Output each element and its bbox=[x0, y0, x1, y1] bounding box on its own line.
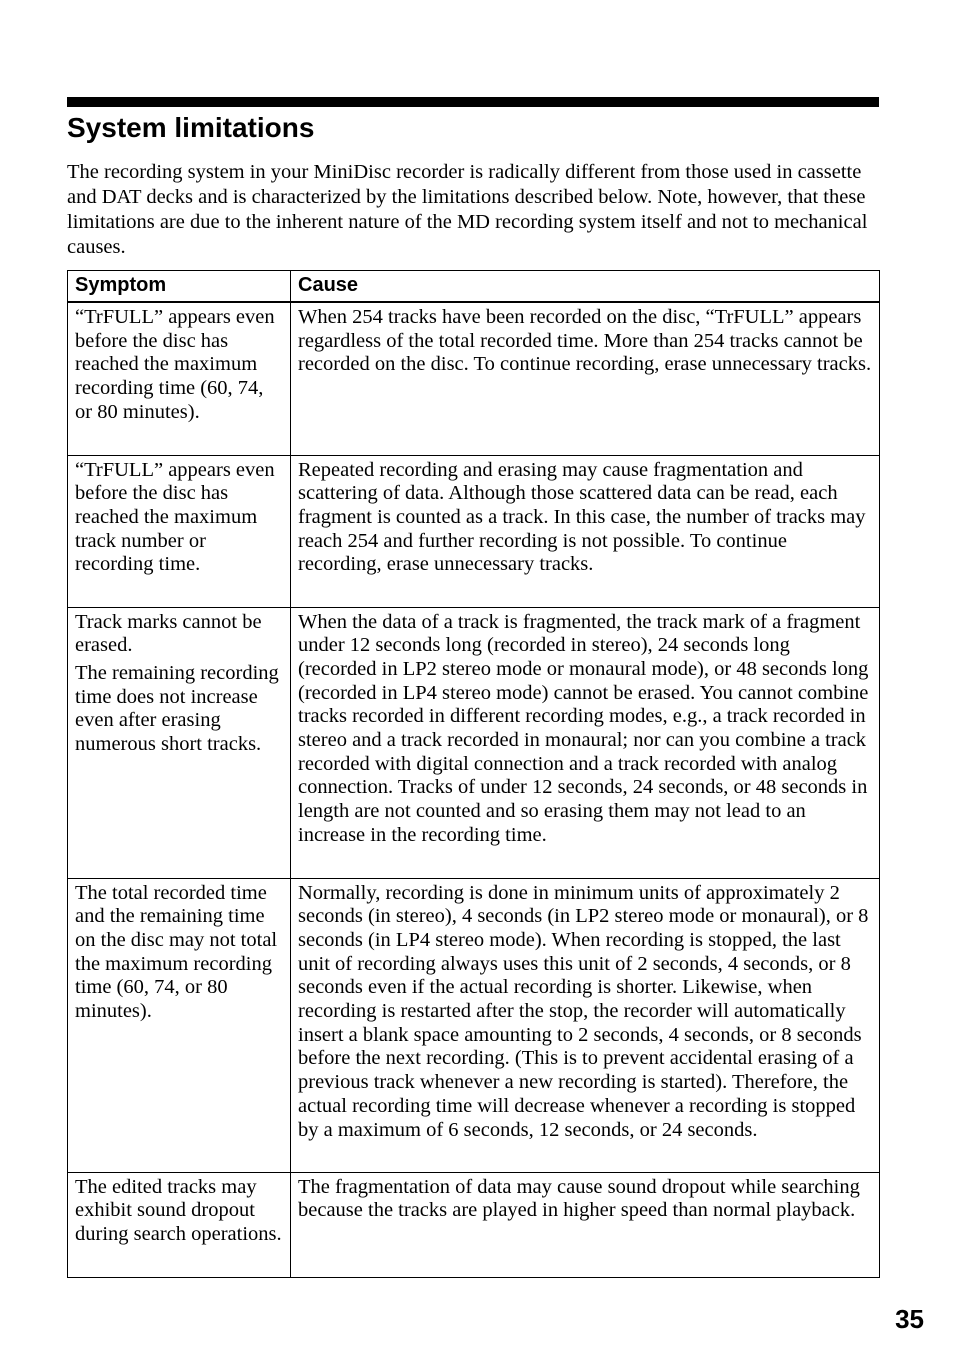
symptom-text: “TrFULL” appears even before the disc has reached the maximum recording time (60, 74, or 80 minutes). bbox=[75, 306, 275, 423]
symptom-text: The remaining recording time does not increase even after erasing numerous short tracks. bbox=[75, 661, 279, 756]
symptom-column-header: Symptom bbox=[68, 271, 291, 303]
cause-cell bbox=[291, 607, 880, 878]
cause-text: When 254 tracks have been recorded on the disc, “TrFULL” appears regardless of the total recorded time. More than 254 tracks cannot be recorded on the disc. To continue recording, erase unnecessary tracks. bbox=[298, 306, 872, 376]
limitations-table bbox=[67, 270, 880, 1278]
cause-text: Repeated recording and erasing may cause fragmentation and scattering of data. Although those scattered data can be read, each fragment is counted as a track. In this case, the number of tracks may reach 254 and further recording is not possible. To continue recording, erase unnecessary tracks. bbox=[298, 458, 866, 576]
intro-paragraph: The recording system in your MiniDisc recorder is radically different from those used in cassette and DAT decks and is characterized by the limitations described below. Note, however, that these limitations are due to the inherent nature of the MD recording system itself and not to mechanical causes. bbox=[67, 161, 868, 258]
symptom-text: Track marks cannot be erased. bbox=[75, 610, 262, 657]
symptom-text: The edited tracks may exhibit sound dropout during search operations. bbox=[75, 1175, 282, 1245]
page-number: 35 bbox=[895, 1304, 924, 1334]
symptom-cell bbox=[68, 302, 291, 455]
table-header-row bbox=[68, 271, 880, 303]
cause-cell bbox=[291, 878, 880, 1172]
section-top-rule bbox=[67, 97, 879, 107]
symptom-cell bbox=[68, 1172, 291, 1277]
symptom-cell bbox=[68, 455, 291, 607]
cause-column-header: Cause bbox=[291, 271, 880, 303]
table-row bbox=[68, 1172, 880, 1277]
cause-cell bbox=[291, 1172, 880, 1277]
section-title: System limitations bbox=[67, 112, 315, 143]
cause-text: Normally, recording is done in minimum units of approximately 2 seconds (in stereo), 4 seconds (in LP2 stereo mode or monaural), or 8 seconds (in LP4 stereo mode). When recording is stopped, the last unit of recording always uses this unit of 2 seconds, 4 seconds, or 8 seconds even if the actual recording is shorter. Likewise, when recording is restarted after the stop, the recorder will automatically insert a blank space amounting to 2 seconds, 4 seconds, or 8 seconds before the next recording. (This is to prevent accidental erasing of a previous track whenever a new recording is started). Therefore, the actual recording time will decrease whenever a recording is stopped by a maximum of 6 seconds, 12 seconds, or 24 seconds. bbox=[298, 881, 869, 1141]
table-row bbox=[68, 455, 880, 607]
cause-cell bbox=[291, 302, 880, 455]
table-row bbox=[68, 607, 880, 878]
symptom-cell bbox=[68, 607, 291, 878]
cause-text: The fragmentation of data may cause sound dropout while searching because the tracks are played in higher speed than normal playback. bbox=[298, 1175, 860, 1222]
table-row bbox=[68, 878, 880, 1172]
symptom-text: “TrFULL” appears even before the disc has reached the maximum track number or recording time. bbox=[75, 458, 275, 576]
symptom-cell bbox=[68, 878, 291, 1172]
table-row bbox=[68, 302, 880, 455]
cause-text: When the data of a track is fragmented, the track mark of a fragment under 12 seconds long (recorded in stereo), 24 seconds long (recorded in LP2 stereo mode or monaural mode), or 48 seconds long (recorded in LP4 stereo mode) cannot be erased. You cannot combine tracks recorded in different recording modes, e.g., a track recorded in stereo and a track recorded in monaural; nor can you combine a track recorded with digital connection and a track recorded with analog connection. Tracks of under 12 seconds, 24 seconds, or 48 seconds in length are not counted and so erasing them may not lead to an increase in the recording time. bbox=[298, 610, 869, 846]
cause-cell bbox=[291, 455, 880, 607]
symptom-text: The total recorded time and the remaining time on the disc may not total the maximum recording time (60, 74, or 80 minutes). bbox=[75, 881, 278, 1023]
